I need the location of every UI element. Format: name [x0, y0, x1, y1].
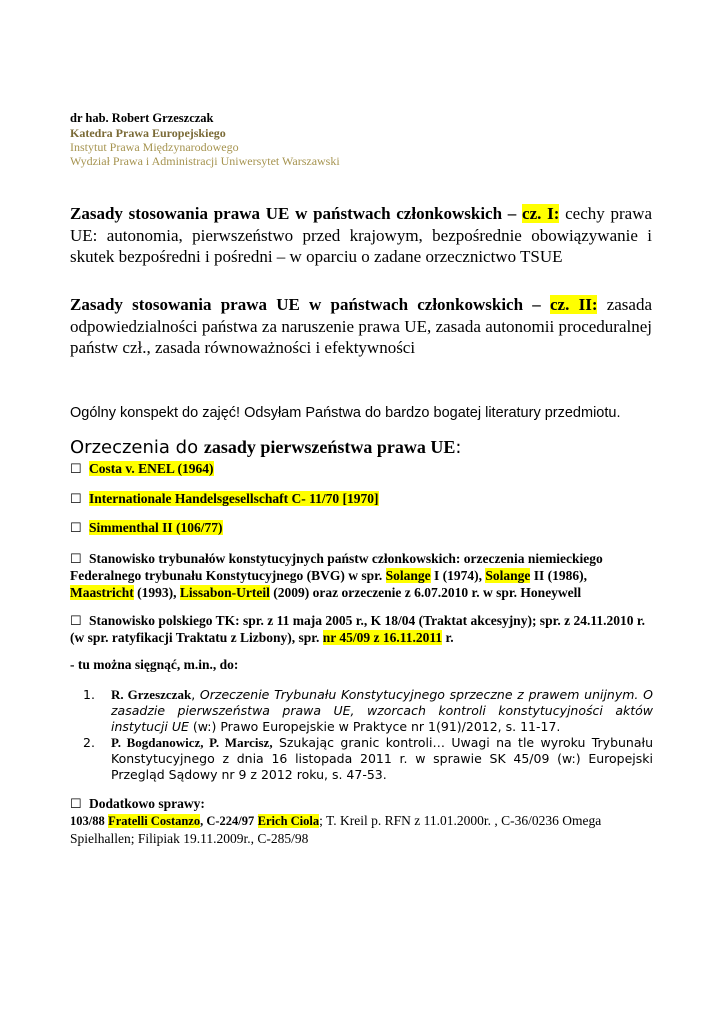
reference-number: 2. — [83, 735, 95, 750]
polish-tk-text-1: Stanowisko polskiego TK: spr. z 11 maja 2005 r., K 18/04 (Traktat akcesyjny); spr. z 24.11.2010 r. (w spr. ratyfikacji Traktatu z Lizbony), spr. — [70, 613, 645, 645]
case-103-88: 103/88 — [70, 814, 105, 828]
section-heading — [70, 437, 461, 458]
title-part-one — [70, 203, 652, 268]
title-two-bold: Zasady stosowania prawa UE w państwach członkowskich – — [70, 295, 541, 314]
additional-cases-rest: ; T. Kreil p. RFN z 11.01.2000r. , C-36/0236 Omega Spielhallen; Filipiak 19.11.2009r., C-285/98 — [70, 813, 602, 846]
author-name: dr hab. Robert Grzeszczak — [70, 111, 214, 125]
department-name: Katedra Prawa Europejskiego — [70, 126, 226, 140]
reference-author: P. Bogdanowicz, P. Marcisz, — [111, 735, 273, 750]
list-item-constitutional — [70, 550, 652, 601]
case-maastricht: Maastricht — [70, 585, 134, 600]
case-fratelli-costanzo: Fratelli Costanzo — [108, 814, 201, 828]
section-prefix: Orzeczenia do — [70, 437, 199, 458]
additional-cases-label: Dodatkowo sprawy: — [89, 796, 205, 811]
list-item-ihg — [70, 490, 652, 507]
additional-cases-text — [70, 812, 660, 847]
title-one-bold: Zasady stosowania prawa UE w państwach członkowskich – — [70, 204, 517, 223]
reference-item — [83, 687, 653, 735]
case-ihg: Internationale Handelsgesellschaft C- 11/70 [1970] — [89, 491, 379, 506]
constitutional-text-2: I (1974), — [434, 568, 483, 583]
constitutional-text-4: (1993), — [137, 585, 177, 600]
reference-source: Szukając granic kontroli… Uwagi na tle wyroku Trybunału Konstytucyjnego z dnia 16 listopada 2011 r. w sprawie SK 45/09 (w:) Europejski Przegląd Sądowy nr 9 z 2012 roku, s. 47-53. — [111, 735, 653, 782]
case-nr-45-09: nr 45/09 z 16.11.2011 — [322, 630, 443, 645]
reference-sep: , — [191, 687, 196, 702]
title-part-two — [70, 294, 652, 359]
institute-name: Instytut Prawa Międzynarodowego — [70, 140, 239, 154]
title-two-part-label: cz. II: — [550, 295, 598, 314]
case-lisbon: Lissabon-Urteil — [179, 585, 270, 600]
case-erich-ciola: Erich Ciola — [257, 814, 320, 828]
checkbox-icon: ☐ — [70, 796, 82, 811]
reference-source: (w:) Prawo Europejskie w Praktyce nr 1(91)/2012, s. 11-17. — [192, 719, 561, 734]
case-costa: Costa v. ENEL (1964) — [89, 461, 214, 476]
case-solange-2: Solange — [485, 568, 531, 583]
constitutional-text-5: (2009) oraz orzeczenie z 6.07.2010 r. w spr. Honeywell — [273, 585, 582, 600]
constitutional-text-1: Stanowisko trybunałów konstytucyjnych państw członkowskich: orzeczenia niemieckiego Federalnego trybunału Konstytucyjnego (BVG) w spr. — [70, 551, 603, 583]
intro-text: Ogólny konspekt do zajęć! Odsyłam Państwa do bardzo bogatej literatury przedmiotu. — [70, 405, 621, 421]
checkbox-icon: ☐ — [70, 613, 82, 628]
title-two-rest: zasada odpowiedzialności państwa za naruszenie prawa UE, zasada autonomii proceduralnej państw czł., zasada równoważności i efektywności — [70, 295, 653, 357]
reference-item — [83, 735, 653, 783]
section-suffix: : — [455, 437, 462, 458]
checkbox-icon: ☐ — [70, 520, 82, 535]
title-one-part-label: cz. I: — [522, 204, 560, 223]
reading-heading: - tu można sięgnąć, m.in., do: — [70, 657, 239, 672]
checkbox-icon: ☐ — [70, 461, 82, 476]
case-simmenthal: Simmenthal II (106/77) — [89, 520, 223, 535]
polish-tk-text-2: r. — [445, 630, 454, 645]
list-item-costa — [70, 460, 652, 477]
case-solange-1: Solange — [385, 568, 431, 583]
checkbox-icon: ☐ — [70, 551, 82, 566]
additional-cases-heading — [70, 796, 205, 812]
list-item-simmenthal — [70, 519, 652, 536]
faculty-name: Wydział Prawa i Administracji Uniwersytet Warszawski — [70, 154, 340, 168]
reference-number: 1. — [83, 687, 95, 702]
case-c-224-97: , C-224/97 — [200, 814, 255, 828]
reference-author: R. Grzeszczak — [111, 687, 192, 702]
list-item-polish-tk — [70, 612, 652, 646]
reference-title: Orzeczenie Trybunału Konstytucyjnego sprzeczne z prawem unijnym. O zasadzie pierwszeństwa prawa UE, wzorcach kontroli konstytucyjności aktów instytucji UE — [111, 687, 653, 734]
constitutional-text-3: II (1986), — [533, 568, 588, 583]
title-one-rest: cechy prawa UE: autonomia, pierwszeństwo przed krajowym, bezpośrednie obowiązywanie i skutek bezpośredni i pośredni – w oparciu o zadane orzecznictwo TSUE — [70, 204, 653, 266]
checkbox-icon: ☐ — [70, 491, 82, 506]
section-bold: zasady pierwszeństwa prawa UE — [203, 437, 456, 457]
